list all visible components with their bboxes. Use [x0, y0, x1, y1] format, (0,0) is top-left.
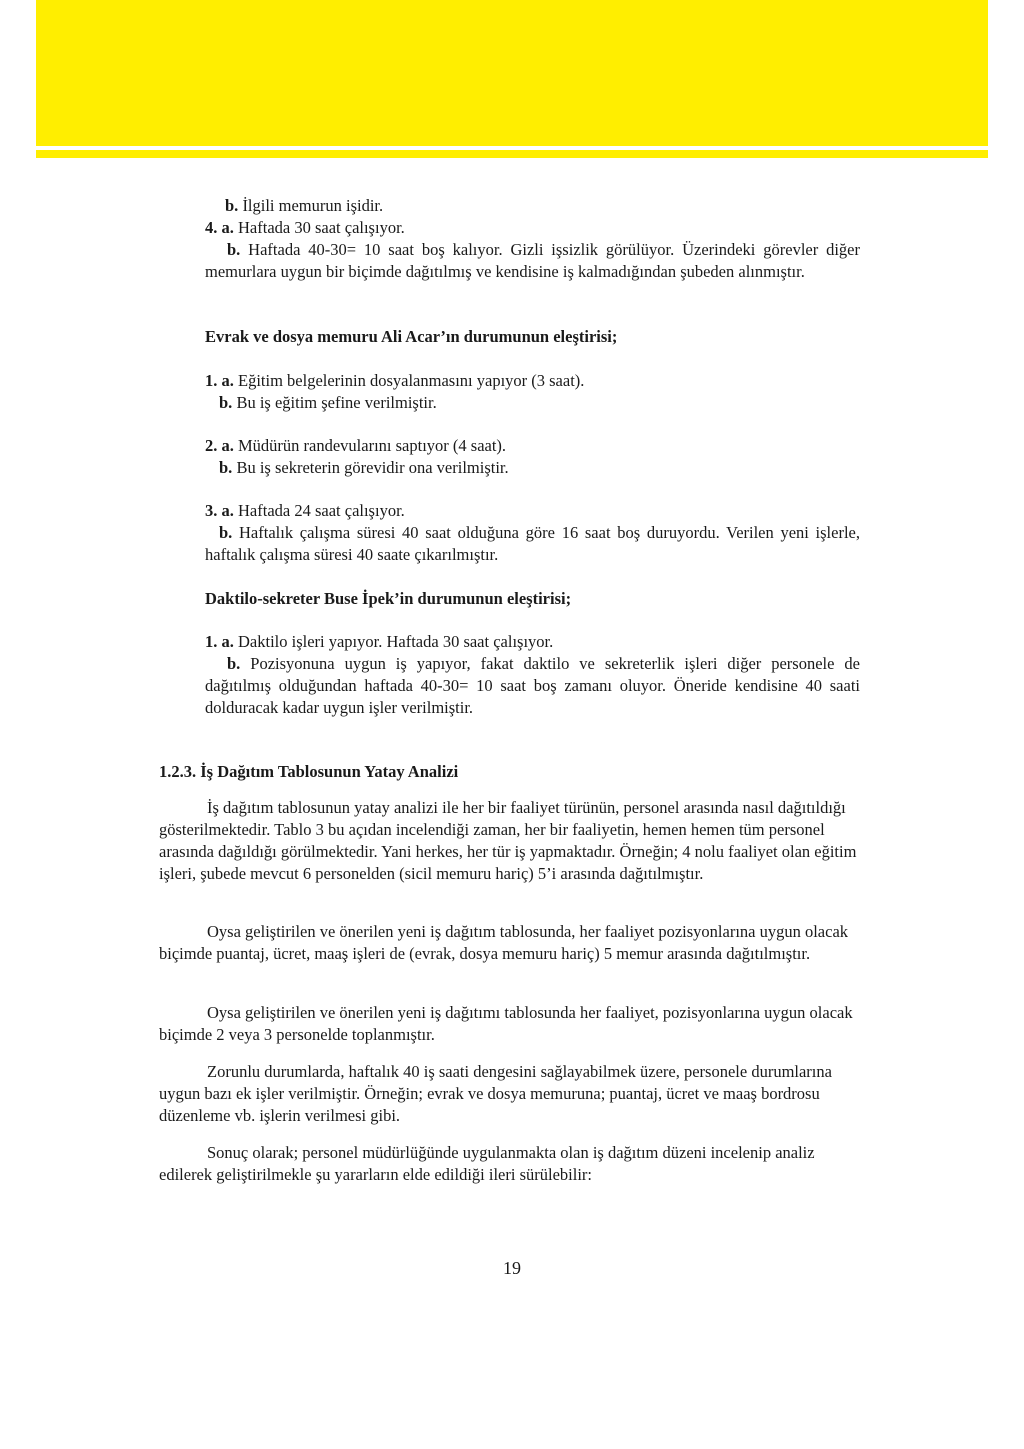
paragraph: Zorunlu durumlarda, haftalık 40 iş saati dengesini sağlayabilmek üzere, personele durumlarına uygun bazı ek işler verilmiştir. Örneğin; evrak ve dosya memuruna; puantaj, ücret ve maaş bordrosu düzenleme vb. işlerin verilmesi gibi. — [159, 1062, 832, 1125]
ali-item-2: 2. a. Müdürün randevularını saptıyor (4 saat). b. Bu iş sekreterin görevidir ona verilmiştir. — [205, 436, 509, 477]
page-number: 19 — [503, 1258, 521, 1278]
top-list — [205, 195, 860, 283]
paragraph: Sonuç olarak; personel müdürlüğünde uygulanmakta olan iş dağıtım düzeni incelenip analiz edilerek geliştirilmekle şu yararların elde edildiği ileri sürülebilir: — [159, 1143, 815, 1184]
ali-item-3: 3. a. Haftada 24 saat çalışıyor. b. Haftalık çalışma süresi 40 saat olduğuna göre 16 saat boş duruyordu. Verilen yeni işlerle, haftalık çalışma süresi 40 saate çıkarılmıştır. — [205, 501, 860, 564]
paragraph: Oysa geliştirilen ve önerilen yeni iş dağıtımı tablosunda her faaliyet, pozisyonlarına uygun olacak biçimde 2 veya 3 personelde toplanmıştır. — [159, 1003, 853, 1044]
list-item: b. Haftada 40-30= 10 saat boş kalıyor. Gizli işsizlik görülüyor. Üzerindeki görevler diğer memurlara uygun bir biçimde dağıtılmış ve kendisine iş kalmadığından şubeden alınmıştır. — [205, 240, 860, 281]
list-item: 4. a. Haftada 30 saat çalışıyor. — [205, 218, 405, 237]
section-heading-ali: Evrak ve dosya memuru Ali Acar’ın durumunun eleştirisi; — [205, 327, 618, 346]
ali-item-1: 1. a. Eğitim belgelerinin dosyalanmasını yapıyor (3 saat). b. Bu iş eğitim şefine verilmiştir. — [205, 371, 585, 412]
header-yellow-band — [36, 0, 988, 146]
section-heading-1-2-3: 1.2.3. İş Dağıtım Tablosunun Yatay Analizi — [159, 762, 459, 781]
header-yellow-stripe — [36, 150, 988, 158]
buse-item-1: 1. a. Daktilo işleri yapıyor. Haftada 30 saat çalışıyor. b. Pozisyonuna uygun iş yapıyor, fakat daktilo ve sekreterlik işleri diğer personele de dağıtılmış olduğundan haftada 40-30= 10 saat boş zamanı oluyor. Öneride kendisine 40 saati dolduracak kadar uygun işler verilmiştir. — [205, 632, 860, 717]
paragraph: Oysa geliştirilen ve önerilen yeni iş dağıtım tablosunda, her faaliyet pozisyonlarına uygun olacak biçimde puantaj, ücret, maaş işleri de (evrak, dosya memuru hariç) 5 memur arasında dağıtılmıştır. — [159, 922, 849, 963]
section-heading-buse: Daktilo-sekreter Buse İpek’in durumunun eleştirisi; — [205, 589, 572, 608]
list-item: b. İlgili memurun işidir. — [225, 196, 384, 215]
paragraph: İş dağıtım tablosunun yatay analizi ile her bir faaliyet türünün, personel arasında nasıl dağıtıldığı gösterilmektedir. Tablo 3 bu açıdan incelendiği zaman, her bir faaliyetin, hemen hemen tüm personel arasında dağıldığı görülmektedir. Yani herkes, her tür iş yapmaktadır. Örneğin; 4 nolu faaliyet olan eğitim işleri, şubede mevcut 6 personelden (sicil memuru hariç) 5’i arasında dağıtılmıştır. — [159, 798, 857, 883]
